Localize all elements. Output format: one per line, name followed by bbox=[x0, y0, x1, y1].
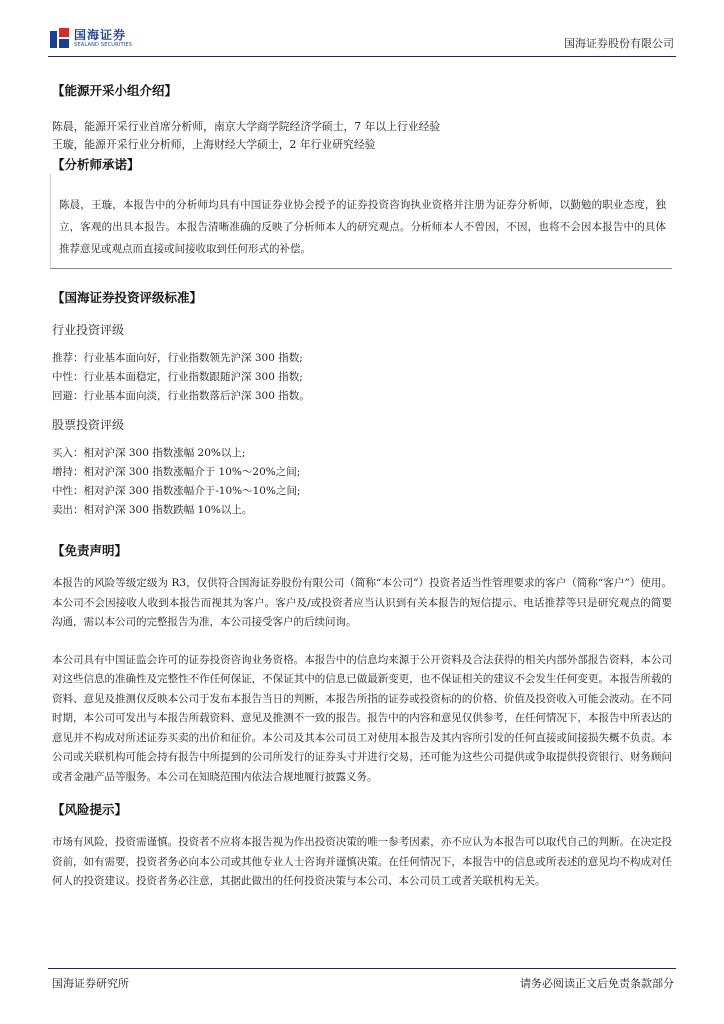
commitment-box bbox=[50, 174, 672, 269]
stock-rating-item: 卖出：相对沪深 300 指数跌幅 10%以上。 bbox=[52, 504, 253, 516]
disclaimer-paragraph: 本公司具有中国证监会许可的证券投资咨询业务资格。本报告中的信息均来源于公开资料及合法获得的相关内部外部报告资料，本公司对这些信息的准确性及完整性不作任何保证，不保证其中的信息已做最新变更，也不保证相关的建议不会发生任何变更。本报告所载的资料、意见及推测仅反映本公司于发布本报告当日的判断，本报告所指的证券或投资标的的价格、价值及投资收入可能会波动。在不同时期，本公司可发出与本报告所载资料、意见及推测不一致的报告。报告中的内容和意见仅供参考，在任何情况下，本报告中所表达的意见并不构成对所述证券买卖的出价和征价。本公司及其本公司员工对使用本报告及其内容所引发的任何直接或间接损失概不负责。本公司或关联机构可能会持有报告中所提到的公司所发行的证券头寸并进行交易，还可能为这些公司提供或争取提供投资银行、财务顾问或者金融产品等服务。本公司在知晓范围内依法合规地履行披露义务。 bbox=[52, 653, 672, 783]
stock-rating-list bbox=[52, 444, 672, 520]
industry-rating-item: 中性：行业基本面稳定，行业指数跟随沪深 300 指数; bbox=[52, 371, 303, 383]
footer-disclaimer-note: 请务必阅读正文后免责条款部分 bbox=[520, 977, 674, 990]
sealand-logo bbox=[50, 28, 132, 48]
section-title-risk: 【风险提示】 bbox=[52, 802, 128, 817]
risk-text: 市场有风险，投资需谨慎。投资者不应将本报告视为作出投资决策的唯一参考因素，亦不应认为本报告可以取代自己的判断。在决定投资前，如有需要，投资者务必向本公司或其他专业人士咨询并谨慎决策。在任何情况下，本报告中的信息或所表述的意见均不构成对任何人的投资建议。投资者务必注意，其据此做出的任何投资决策与本公司、本公司员工或者关联机构无关。 bbox=[52, 836, 672, 887]
team-members bbox=[52, 118, 672, 154]
page-header bbox=[48, 26, 676, 57]
footer-institute: 国海证券研究所 bbox=[52, 977, 129, 990]
stock-rating-item: 中性：相对沪深 300 指数涨幅介于-10%～10%之间; bbox=[52, 485, 301, 497]
logo-text-en: SEALAND SECURITIES bbox=[74, 41, 133, 48]
section-title-energy-team: 【能源开采小组介绍】 bbox=[52, 83, 178, 98]
industry-rating-item: 推荐：行业基本面向好，行业指数领先沪深 300 指数; bbox=[52, 352, 303, 364]
team-member: 陈晨，能源开采行业首席分析师，南京大学商学院经济学硕士，7 年以上行业经验 bbox=[52, 120, 441, 133]
stock-rating-item: 增持：相对沪深 300 指数涨幅介于 10%～20%之间; bbox=[52, 466, 301, 478]
section-title-rating: 【国海证券投资评级标准】 bbox=[52, 290, 203, 305]
industry-rating-title: 行业投资评级 bbox=[52, 323, 125, 337]
section-title-disclaimer: 【免责声明】 bbox=[52, 543, 128, 558]
section-title-commitment: 【分析师承诺】 bbox=[52, 157, 140, 172]
stock-rating-title: 股票投资评级 bbox=[52, 418, 125, 432]
company-name: 国海证券股份有限公司 bbox=[564, 37, 674, 50]
disclaimer-paragraph: 本报告的风险等级定级为 R3，仅供符合国海证券股份有限公司（简称“本公司”）投资者适当性管理要求的客户（简称“客户”）使用。本公司不会因接收人收到本报告而视其为客户。客户及/或投资者应当认识到有关本报告的短信提示、电话推荐等只是研究观点的简要沟通，需以本公司的完整报告为准，本公司接受客户的后续问询。 bbox=[52, 577, 672, 628]
industry-rating-item: 回避：行业基本面向淡，行业指数落后沪深 300 指数。 bbox=[52, 390, 310, 402]
industry-rating-list bbox=[52, 349, 672, 406]
document-body bbox=[52, 78, 672, 892]
commitment-text: 陈晨，王璇，本报告中的分析师均具有中国证券业协会授予的证券投资咨询执业资格并注册为证券分析师，以勤勉的职业态度，独立，客观的出具本报告。本报告清晰准确的反映了分析师本人的研究观点。分析师本人不曾因，不因，也将不会因本报告中的具体推荐意见或观点而直接或间接收取到任何形式的补偿。 bbox=[59, 199, 666, 255]
stock-rating-item: 买入：相对沪深 300 指数涨幅 20%以上; bbox=[52, 447, 246, 459]
page-footer bbox=[48, 968, 676, 990]
logo-mark-icon bbox=[50, 28, 70, 48]
logo-text-cn: 国海证券 bbox=[74, 27, 127, 42]
team-member: 王璇，能源开采行业分析师，上海财经大学硕士，2 年行业研究经验 bbox=[52, 138, 376, 151]
